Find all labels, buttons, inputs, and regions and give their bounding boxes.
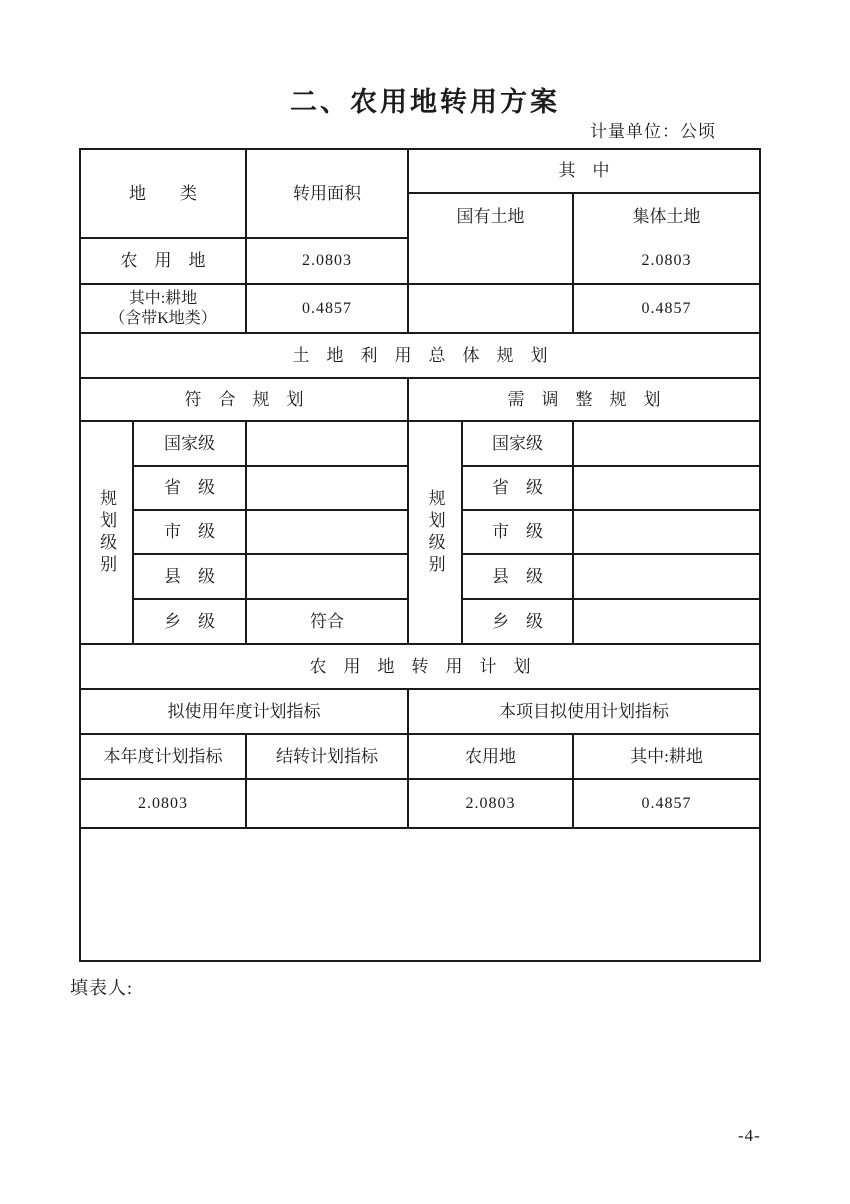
- header-of-which-subrow: [409, 194, 759, 239]
- plan-values-row: [81, 780, 759, 829]
- comply-level-label: 国家级: [134, 422, 247, 467]
- comply-level-value: [247, 467, 409, 511]
- adjust-level-value: [574, 600, 759, 645]
- header-of-which-group: [409, 150, 759, 239]
- table-empty-area: [81, 829, 759, 960]
- table-row-cultivated: [81, 285, 759, 334]
- project-plan-header: 本项目拟使用计划指标: [409, 690, 759, 735]
- annual-plan-header: 拟使用年度计划指标: [81, 690, 409, 735]
- comply-level-row: [134, 555, 409, 600]
- comply-level-value: [247, 511, 409, 555]
- cultivated-label: [81, 285, 247, 334]
- comply-level-row: [134, 511, 409, 555]
- header-of-which: 其 中: [409, 150, 759, 194]
- land-conversion-table: [79, 148, 761, 962]
- adjust-level-row: [463, 600, 759, 645]
- comply-level-row: [134, 467, 409, 511]
- form-filler-label: 填表人:: [70, 978, 134, 998]
- comply-level-label: 市 级: [134, 511, 247, 555]
- comply-level-label: 县 级: [134, 555, 247, 600]
- cultivated-area-value: 0.4857: [247, 285, 409, 334]
- adjust-level-value: [574, 467, 759, 511]
- adjust-level-value: [574, 422, 759, 467]
- comply-level-axis: [81, 422, 134, 645]
- plan-subheader-row: [81, 690, 759, 735]
- plan-col-current-year: 本年度计划指标: [81, 735, 247, 780]
- agricultural-label: 农 用 地: [81, 239, 247, 285]
- plan-val-current-year: 2.0803: [81, 780, 247, 829]
- page-title: 二、农用地转用方案: [290, 87, 560, 117]
- comply-level-value: 符合: [247, 600, 409, 645]
- plan-section-title: 农 用 地 转 用 计 划: [81, 645, 759, 690]
- adjust-level-label: 乡 级: [463, 600, 574, 645]
- plan-columns-row: [81, 735, 759, 780]
- adjust-levels: [463, 422, 759, 645]
- table-empty-area-row: [81, 829, 759, 960]
- plan-col-carryover: 结转计划指标: [247, 735, 409, 780]
- plan-val-cultivated: 0.4857: [574, 780, 759, 829]
- table-header-row: [81, 150, 759, 239]
- plan-col-cultivated: 其中:耕地: [574, 735, 759, 780]
- table-row-agricultural: [81, 239, 759, 285]
- page-number: -4-: [738, 1126, 761, 1145]
- comply-level-label: 省 级: [134, 467, 247, 511]
- header-conversion-area: 转用面积: [247, 150, 409, 239]
- comply-level-value: [247, 555, 409, 600]
- adjust-level-row: [463, 555, 759, 600]
- adjust-level-label: 省 级: [463, 467, 574, 511]
- plan-col-agricultural: 农用地: [409, 735, 574, 780]
- planning-section-title: 土 地 利 用 总 体 规 划: [81, 334, 759, 379]
- agricultural-collective-value: 2.0803: [574, 239, 759, 285]
- plan-val-agricultural: 2.0803: [409, 780, 574, 829]
- comply-levels: [134, 422, 409, 645]
- plan-section-title-row: [81, 645, 759, 690]
- agricultural-state-value: [409, 239, 574, 285]
- adjust-level-axis-label: 规划级别: [425, 488, 445, 577]
- cultivated-label-line1: 其中:耕地: [128, 290, 198, 308]
- adjust-level-row: [463, 511, 759, 555]
- adjust-level-value: [574, 511, 759, 555]
- planning-levels-block: [81, 422, 759, 645]
- cultivated-collective-value: 0.4857: [574, 285, 759, 334]
- adjust-level-label: 国家级: [463, 422, 574, 467]
- header-state-owned: 国有土地: [409, 194, 574, 239]
- planning-section-title-row: [81, 334, 759, 379]
- unit-note: 计量单位：公顷: [590, 122, 716, 141]
- header-land-type: 地 类: [81, 150, 247, 239]
- comply-level-row: [134, 600, 409, 645]
- agricultural-area-value: 2.0803: [247, 239, 409, 285]
- plan-val-carryover: [247, 780, 409, 829]
- adjust-level-value: [574, 555, 759, 600]
- adjust-level-row: [463, 422, 759, 467]
- cultivated-state-value: [409, 285, 574, 334]
- adjust-level-label: 县 级: [463, 555, 574, 600]
- adjust-header: 需 调 整 规 划: [409, 379, 759, 422]
- planning-subheader-row: [81, 379, 759, 422]
- comply-level-label: 乡 级: [134, 600, 247, 645]
- cultivated-label-line2: （含带K地类）: [109, 309, 217, 327]
- comply-level-axis-label: 规划级别: [97, 488, 117, 577]
- comply-level-row: [134, 422, 409, 467]
- header-collective: 集体土地: [632, 206, 701, 226]
- comply-header: 符 合 规 划: [81, 379, 409, 422]
- adjust-level-label: 市 级: [463, 511, 574, 555]
- adjust-level-row: [463, 467, 759, 511]
- adjust-level-axis: [409, 422, 463, 645]
- comply-level-value: [247, 422, 409, 467]
